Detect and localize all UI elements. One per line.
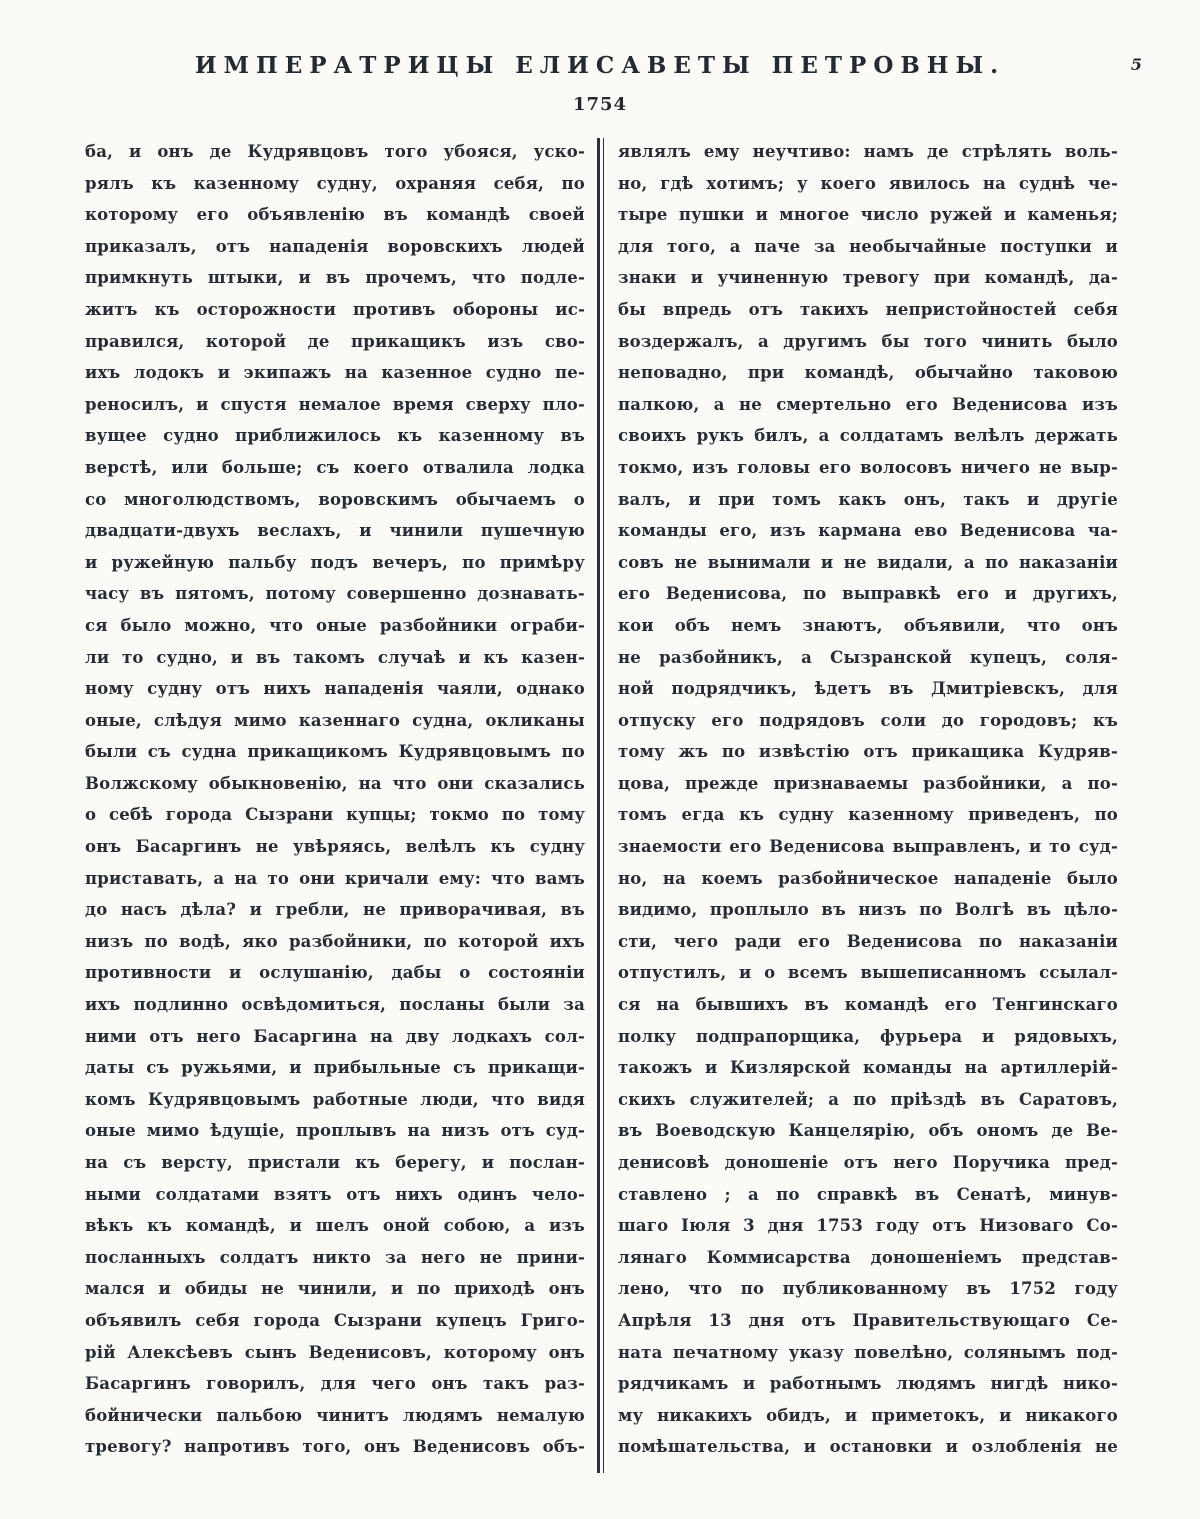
text-line: но, на коемъ разбойническое нападеніе было (618, 868, 1118, 888)
text-line: ними отъ него Басаргина на дву лодкахъ сол- (85, 1026, 585, 1046)
text-line: онъ Басаргинъ не увѣряясь, велѣлъ къ судну (85, 837, 585, 857)
text-line: Басаргинъ говорилъ, для чего онъ такъ раз- (85, 1374, 585, 1394)
text-line: оные, слѣдуя мимо казеннаго судна, окликаны (85, 710, 585, 730)
text-line: ному судну отъ нихъ нападенія чаяли, однако (85, 679, 585, 699)
text-line: совъ не вынимали и не видали, а по наказаніи (618, 552, 1118, 572)
text-line: рядчикамъ и работнымъ людямъ нигдѣ нико- (618, 1374, 1118, 1394)
text-line: кои объ немъ знаютъ, объявили, что онъ (618, 615, 1118, 635)
text-line: воздержалъ, а другимъ бы того чинить было (618, 331, 1118, 351)
text-line: тыре пушки и многое число ружей и каменья; (618, 205, 1118, 225)
text-line: палкою, а не смертельно его Веденисова изъ (618, 394, 1118, 414)
text-line: ихъ подлинно освѣдомиться, посланы были за (85, 995, 585, 1015)
text-line: тревогу? напротивъ того, онъ Веденисовъ объ- (85, 1437, 585, 1457)
text-line: знаки и учиненную тревогу при командѣ, да- (618, 268, 1118, 288)
text-line: сти, чего ради его Веденисова по наказаніи (618, 931, 1118, 951)
text-line: низъ по водѣ, яко разбойники, по которой ихъ (85, 931, 585, 951)
text-line: рялъ къ казенному судну, охраняя себя, по (85, 173, 585, 193)
text-line: приказалъ, отъ нападенія воровскихъ людей (85, 236, 585, 256)
text-line: на съ версту, пристали къ берегу, и послан- (85, 1153, 585, 1172)
text-line: ся было можно, что оные разбойники ограби- (85, 615, 585, 635)
text-line: своихъ рукъ билъ, а солдатамъ велѣлъ держать (618, 426, 1118, 446)
text-line: для того, а паче за необычайные поступки и (618, 236, 1118, 256)
text-line: ли то судно, и въ такомъ случаѣ и къ казен- (85, 647, 585, 667)
text-line: лено, что по публикованному въ 1752 году (618, 1279, 1118, 1299)
text-line: и ружейную пальбу подъ вечеръ, по примѣру (85, 552, 585, 572)
text-line: ната печатному указу повелѣно, солянымъ под- (618, 1342, 1118, 1362)
text-line: шаго Іюля 3 дня 1753 году отъ Низоваго Со- (618, 1216, 1118, 1236)
text-line: его Веденисова, по выправкѣ его и другихъ, (618, 584, 1118, 604)
text-line: о себѣ города Сызрани купцы; токмо по тому (85, 805, 585, 825)
text-line: въ Воеводскую Канцелярію, объ ономъ де Ве- (618, 1121, 1118, 1141)
text-line: посланныхъ солдатъ никто за него не прини- (85, 1247, 585, 1267)
text-line: ихъ лодокъ и экипажъ на казенное судно пе- (85, 363, 585, 383)
text-line: ставлено ; а по справкѣ въ Сенатѣ, минув- (618, 1184, 1118, 1204)
text-line: бойнически пальбою чинитъ людямъ немалую (85, 1405, 585, 1425)
text-line: которому его объявленію въ командѣ своей (85, 205, 585, 225)
page-number: 5 (1130, 55, 1142, 74)
text-line: денисовѣ доношеніе отъ него Поручика пред- (618, 1153, 1118, 1172)
text-line: реносилъ, и спустя немалое время сверху пло- (85, 394, 585, 414)
text-line: не разбойникъ, а Сызранской купецъ, соля- (618, 647, 1118, 667)
text-line: двадцати-двухъ веслахъ, и чинили пушечную (85, 521, 585, 541)
text-line: неповадно, при командѣ, обычайно таковою (618, 363, 1118, 383)
column-left (85, 136, 597, 1477)
text-line: примкнуть штыки, и въ прочемъ, что подле- (85, 268, 585, 288)
text-line: оные мимо ѣдущіе, проплывъ на низъ отъ суд- (85, 1121, 585, 1141)
text-line: му никакихъ обидъ, и приметокъ, и никакого (618, 1405, 1118, 1425)
text-line: цова, прежде признаваемы разбойники, а по- (618, 773, 1118, 793)
text-line: были съ судна прикащикомъ Кудрявцовымъ по (85, 742, 585, 762)
text-line: комъ Кудрявцовымъ работные люди, что видя (85, 1089, 585, 1109)
text-line: ными солдатами взятъ отъ нихъ одинъ чело- (85, 1184, 585, 1204)
text-line: отпустилъ, и о всемъ вышеписанномъ ссылал- (618, 963, 1118, 983)
text-line: объявилъ себя города Сызрани купецъ Григо- (85, 1310, 585, 1330)
text-line: токмо, изъ головы его волосовъ ничего не выр- (618, 457, 1118, 477)
column-divider (597, 138, 604, 1473)
text-line: такожъ и Кизлярской команды на артиллерій- (618, 1058, 1118, 1078)
text-line: вущее судно приближилось къ казенному въ (85, 426, 585, 446)
text-line: Апрѣля 13 дня отъ Правительствующаго Се- (618, 1310, 1118, 1330)
text-line: знаемости его Веденисова выправленъ, и то суд- (618, 837, 1118, 857)
text-columns (85, 136, 1118, 1477)
text-line: мался и обиды не чинили, и по приходѣ онъ (85, 1279, 585, 1299)
text-line: валъ, и при томъ какъ онъ, такъ и другіе (618, 489, 1118, 509)
text-line: приставать, а на то они кричали ему: что вамъ (85, 868, 585, 888)
text-line: правился, которой де прикащикъ изъ сво- (85, 331, 585, 351)
text-line: помѣшательства, и остановки и озлобленія не (618, 1437, 1118, 1457)
text-line: являлъ ему неучтиво: намъ де стрѣлять воль- (618, 142, 1118, 161)
text-line: ся на бывшихъ въ командѣ его Тенгинскаго (618, 995, 1118, 1015)
text-line: тому жъ по извѣстію отъ прикащика Кудряв- (618, 742, 1118, 762)
text-line: вѣкъ къ командѣ, и шелъ оной собою, а изъ (85, 1216, 585, 1236)
text-line: со многолюдствомъ, воровскимъ обычаемъ о (85, 489, 585, 509)
year-label: 1754 (572, 94, 628, 115)
page-header: ИМПЕРАТРИЦЫ ЕЛИСАВЕТЫ ПЕТРОВНЫ. (194, 52, 1006, 79)
text-line: рій Алексѣевъ сынъ Веденисовъ, которому онъ (85, 1342, 585, 1362)
text-line: житъ къ осторожности противъ обороны ис- (85, 299, 585, 319)
text-line: видимо, проплыло въ низъ по Волгѣ въ цѣло- (618, 900, 1118, 920)
column-right (604, 136, 1118, 1477)
text-line: верстѣ, или больше; съ коего отвалила лодка (85, 457, 585, 477)
text-line: но, гдѣ хотимъ; у коего явилось на суднѣ че- (618, 173, 1118, 193)
text-line: лянаго Коммисарства доношеніемъ представ- (618, 1247, 1118, 1267)
text-line: томъ егда къ судну казенному приведенъ, по (618, 805, 1118, 825)
text-line: до насъ дѣла? и гребли, не приворачивая, въ (85, 900, 585, 920)
text-line: часу въ пятомъ, потому совершенно дознавать- (85, 584, 585, 604)
text-line: отпуску его подрядовъ соли до городовъ; къ (618, 710, 1118, 730)
text-line: противности и ослушанію, дабы о состояніи (85, 963, 585, 983)
text-line: полку подпрапорщика, фурьера и рядовыхъ, (618, 1026, 1118, 1046)
text-line: скихъ служителей; а по пріѣздѣ въ Саратовъ, (618, 1089, 1118, 1109)
text-line: ба, и онъ де Кудрявцовъ того убояся, уско- (85, 142, 585, 161)
text-line: ной подрядчикъ, ѣдетъ въ Дмитріевскъ, для (618, 679, 1118, 699)
text-line: бы впредь отъ такихъ непристойностей себя (618, 299, 1118, 319)
text-line: даты съ ружьями, и прибыльные съ прикащи- (85, 1058, 585, 1078)
text-line: команды его, изъ кармана ево Веденисова ча- (618, 521, 1118, 541)
text-line: Волжскому обыкновенію, на что они сказались (85, 773, 585, 793)
